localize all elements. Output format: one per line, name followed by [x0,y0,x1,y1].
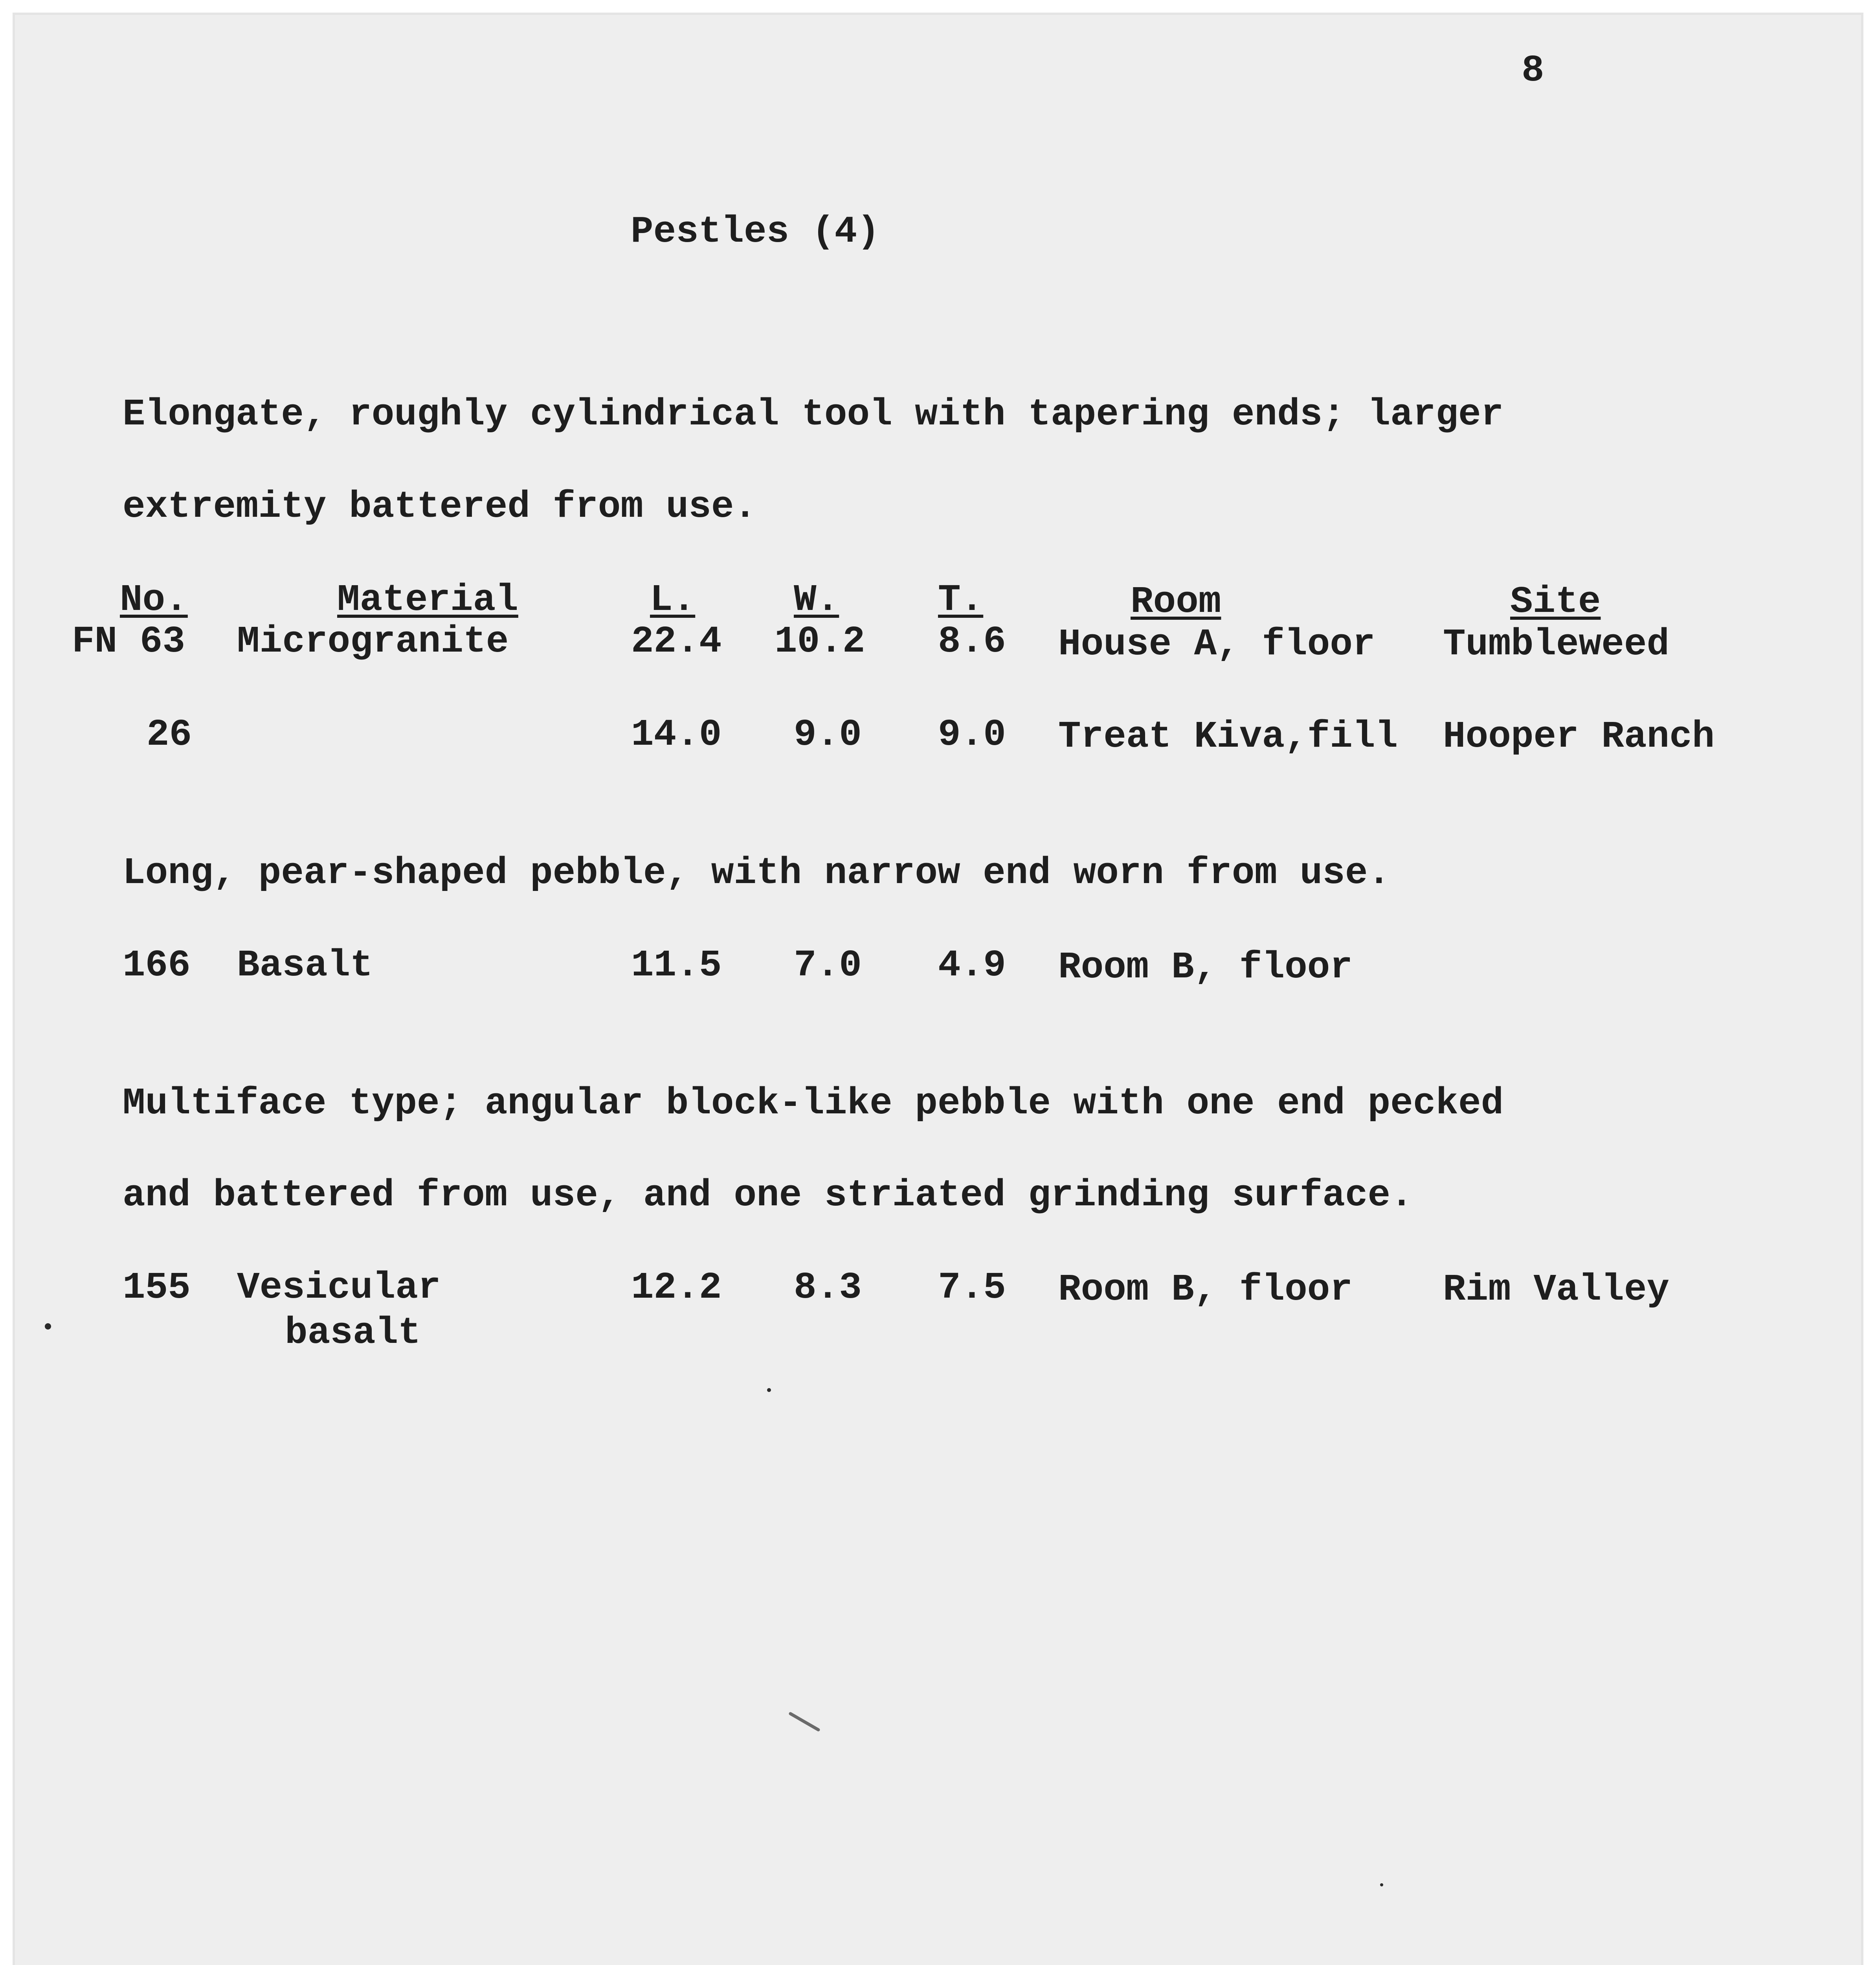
row-thickness: 8.6 [938,620,1006,663]
scan-speck [788,1712,821,1732]
page-number: 8 [1522,49,1544,92]
row-site: Tumbleweed [1443,623,1670,666]
row-room: House A, floor [1058,623,1375,666]
description-line: Elongate, roughly cylindrical tool with tapering ends; larger [123,393,1504,436]
header-thickness: T. [938,578,984,621]
row-width: 10.2 [775,620,865,663]
row-width: 7.0 [794,944,862,987]
row-room: Room B, floor [1058,1268,1353,1311]
header-material: Material [337,578,518,621]
description-line: Long, pear-shaped pebble, with narrow end worn from use. [123,852,1391,894]
row-no: 166 [123,944,191,987]
scan-speck [45,1323,51,1330]
description-line: and battered from use, and one striated grinding surface. [123,1174,1413,1217]
row-length: 22.4 [631,620,722,663]
row-site: Hooper Ranch [1443,715,1715,758]
row-site: Rim Valley [1443,1268,1670,1311]
row-material: Vesicular [237,1266,441,1309]
page-title: Pestles (4) [631,210,880,253]
scan-speck [767,1388,771,1392]
row-length: 12.2 [631,1266,722,1309]
row-width: 8.3 [794,1266,862,1309]
row-material-continued: basalt [285,1311,421,1354]
row-material: Microgranite [237,620,509,663]
row-thickness: 4.9 [938,944,1006,987]
row-length: 14.0 [631,713,722,756]
row-length: 11.5 [631,944,722,987]
row-no: 155 [123,1266,191,1309]
description-line: Multiface type; angular block-like pebble with one end pecked [123,1082,1504,1125]
row-thickness: 9.0 [938,713,1006,756]
row-width: 9.0 [794,713,862,756]
header-width: W. [794,578,839,621]
description-line: extremity battered from use. [123,485,757,528]
row-no: FN 63 [72,620,185,663]
row-material: Basalt [237,944,373,987]
row-room: Room B, floor [1058,946,1353,989]
header-site: Site [1510,580,1601,623]
row-no: 26 [147,713,192,756]
header-no: No. [120,578,188,621]
row-thickness: 7.5 [938,1266,1006,1309]
document-page [13,13,1863,1965]
header-length: L. [650,578,696,621]
row-room: Treat Kiva,fill [1058,715,1398,758]
header-room: Room [1131,580,1221,623]
scan-speck [1380,1883,1383,1886]
